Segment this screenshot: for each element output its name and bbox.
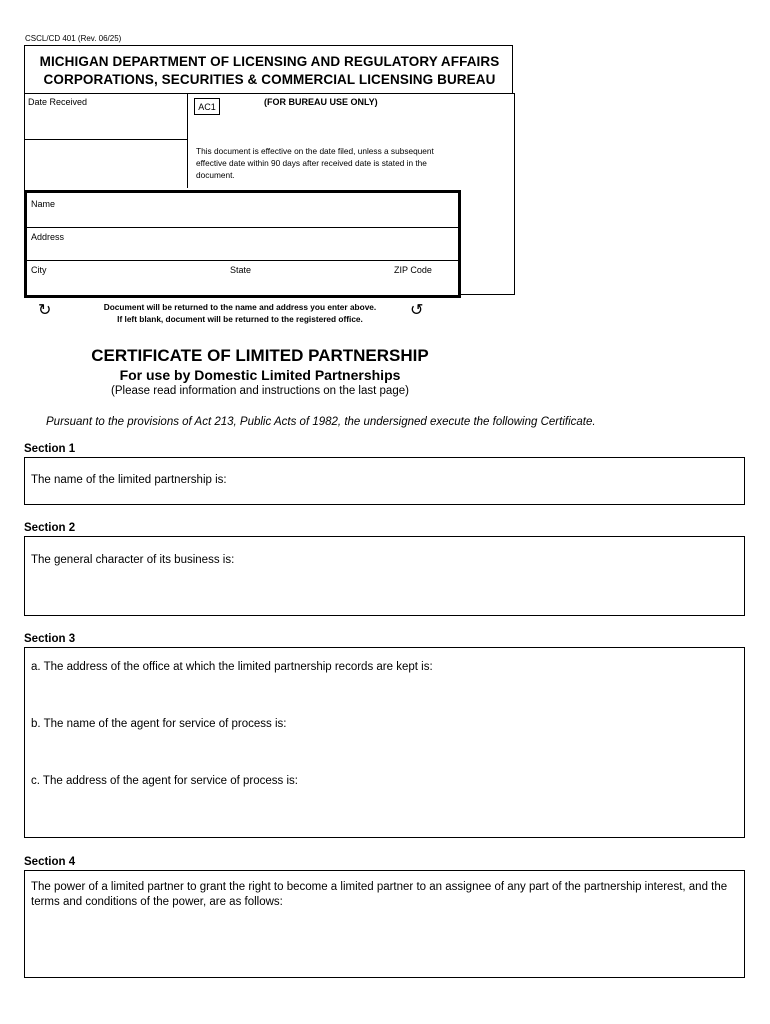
section-3-label: Section 3 (24, 633, 76, 645)
form-revision: CSCL/CD 401 (Rev. 06/25) (25, 34, 122, 43)
section-4-text: The power of a limited partner to grant the right to become a limited partner to an assignee of any part of the partnership interest, and the terms and conditions of the power, are as follows: (31, 881, 728, 908)
section-2-field[interactable] (24, 536, 745, 616)
effective-date-note: This document is effective on the date filed, unless a subsequent effective date within 90 days after received date is stated in the document. (196, 146, 434, 180)
return-address-note (40, 301, 440, 325)
return-note-line1: Document will be returned to the name and address you enter above. (103, 302, 377, 312)
section-1-text: The name of the limited partnership is: (31, 474, 227, 486)
city-label: City (31, 265, 47, 275)
state-label: State (230, 265, 252, 275)
section-4-label: Section 4 (24, 856, 76, 868)
certificate-instructions: (Please read information and instructions on the last page) (111, 385, 409, 397)
section-3a-text: a. The address of the office at which the limited partnership records are kept is: (31, 661, 433, 673)
section-2-text: The general character of its business is: (31, 554, 235, 566)
department-name: MICHIGAN DEPARTMENT OF LICENSING AND REGULATORY AFFAIRS (39, 54, 500, 69)
certificate-title: CERTIFICATE OF LIMITED PARTNERSHIP (91, 346, 429, 365)
city-state-zip-row[interactable] (27, 261, 458, 295)
section-2-label: Section 2 (24, 522, 76, 534)
section-3-field[interactable] (24, 647, 745, 838)
return-arrow-right-icon: ↺ (410, 302, 424, 319)
section-3b-text: b. The name of the agent for service of process is: (31, 718, 287, 730)
section-3c-text: c. The address of the agent for service of process is: (31, 775, 298, 787)
pursuant-statement: Pursuant to the provisions of Act 213, Public Acts of 1982, the undersigned execute the following Certificate. (46, 416, 596, 428)
date-received-field (24, 93, 188, 140)
return-arrow-left-icon: ↻ (38, 302, 52, 319)
certificate-subtitle: For use by Domestic Limited Partnerships (119, 367, 401, 383)
address-label: Address (31, 232, 65, 242)
return-note-line2: If left blank, document will be returned to the registered office. (117, 314, 363, 324)
bureau-name: CORPORATIONS, SECURITIES & COMMERCIAL LICENSING BUREAU (43, 72, 496, 87)
form-header (24, 45, 513, 93)
name-label: Name (31, 199, 56, 209)
bureau-use-label: (FOR BUREAU USE ONLY) (264, 97, 378, 107)
address-field[interactable] (27, 228, 458, 261)
ac1-box: AC1 (194, 98, 220, 115)
section-4-field[interactable] (24, 870, 745, 978)
date-received-label: Date Received (28, 97, 88, 107)
name-field[interactable] (27, 193, 458, 228)
section-1-label: Section 1 (24, 443, 76, 455)
return-address-box (24, 190, 461, 298)
section-1-field[interactable] (24, 457, 745, 505)
zip-label: ZIP Code (394, 265, 432, 275)
bureau-blank-field (24, 140, 188, 188)
